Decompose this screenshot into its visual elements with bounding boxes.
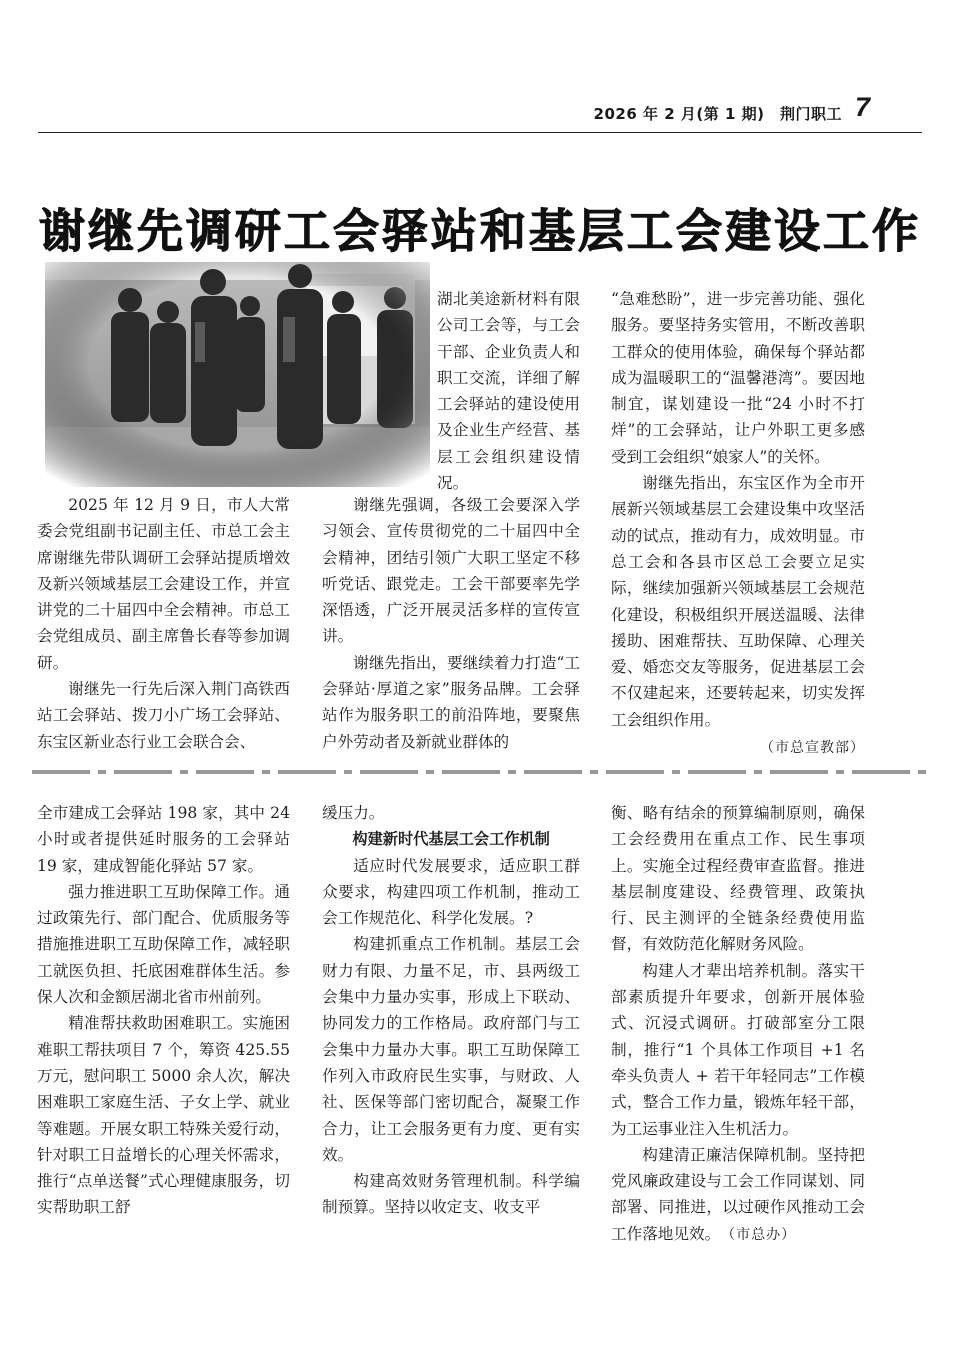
article1-credit: （市总宣教部） [760,740,865,757]
paragraph: 构建抓重点工作机制。基层工会财力有限、力量不足，市、县两级工会集中力量办实事，形成上下联动、协同发力的工作格局。政府部门与工会集中力量办大事。职工互助保障工作列入市政府民生实事，与财政、人社、医保等部门密切配合，凝聚工作合力，让工会服务更有力度、更有实效。 [322,935,580,1164]
paragraph: “急难愁盼”，进一步完善功能、强化服务。要坚持务实管用，不断改善职工群众的使用体验，确保每个驿站都成为温暖职工的“温馨港湾”。要因地制宜，谋划建设一批“24 小时不打烊”的工会驿站，让户外职工更多感受到工会组织“娘家人”的关怀。 [611,290,865,466]
issue-header: 2026 年 2 月(第 1 期) 荆门职工 [593,105,842,123]
article2-credit: （市总办） [728,1226,797,1243]
paragraph: 谢继先指出，东宝区作为全市开展新兴领域基层工会建设集中攻坚活动的试点，推动有力，成效明显。市总工会和各县市区总工会要立足实际，继续加强新兴领域基层工会规范化建设，积极组织开展送温暖、法律援助、困难帮扶、互助保障、心理关爱、婚恋交友等服务，促进基层工会不仅建起来，还要转起来，切实发挥工会组织作用。 [611,474,865,729]
header-rule [38,132,922,133]
news-photo [45,262,430,487]
paragraph: 全市建成工会驿站 198 家，其中 24 小时或者提供延时服务的工会驿站 19 家，建成智能化驿站 57 家。 [37,804,290,875]
article1-column-2-lead [437,286,580,496]
article1-column-3 [611,286,865,761]
paragraph [611,1142,865,1248]
paragraph: 谢继先指出，要继续着力打造“工会驿站·厚道之家”服务品牌。工会驿站作为服务职工的前沿阵地，要聚焦户外劳动者及新就业群体的 [322,653,580,751]
paragraph: 构建高效财务管理机制。科学编制预算。坚持以收定支、收支平 [322,1172,580,1217]
article1-column-1 [37,492,290,755]
article2-column-2 [322,800,580,1221]
paragraph: 构建人才辈出培养机制。落实干部素质提升年要求，创新开展体验式、沉浸式调研。打破部室分工限制，推行“1 个具体工作项目 +1 名牵头负责人 + 若干年轻同志”工作模式，整合工作力量，锻炼年轻干部，为工运事业注入生机活力。 [611,961,865,1138]
paragraph: 衡、略有结余的预算编制原则，确保工会经费用在重点工作、民生事项上。实施全过程经费审查监督。推进基层制度建设、经费管理、政策执行、民主测评的全链条经费使用监督，有效防范化解财务风险。 [611,804,865,954]
paragraph: 2025 年 12 月 9 日，市人大常委会党组副书记副主任、市总工会主席谢继先带队调研工会驿站提质增效及新兴领域基层工会建设工作，并宣讲党的二十届四中全会精神。市总工会党组成员、副主席鲁长春等参加调研。 [37,496,290,672]
paragraph: 适应时代发展要求，适应职工群众要求，构建四项工作机制，推动工会工作规范化、科学化发展。? [322,856,580,928]
page-number: 7 [854,92,870,122]
paragraph: 湖北美途新材料有限公司工会等，与工会干部、企业负责人和职工交流，详细了解工会驿站的建设使用及企业生产经营、基层工会组织建设情况。 [437,290,580,493]
paragraph: 精准帮扶救助困难职工。实施困难职工帮扶项目 7 个，筹资 425.55 万元，慰问职工 5000 余人次，解决困难职工家庭生活、子女上学、就业等难题。开展女职工特殊关爱行动，针对职工日益增长的心理关怀需求，推行“点单送餐”式心理健康服务，切实帮助职工舒 [37,1014,290,1217]
paragraph: 强力推进职工互助保障工作。通过政策先行、部门配合、优质服务等措施推进职工互助保障工作，减轻职工就医负担、托底困难群体生活。参保人次和金额居湖北省市州前列。 [37,882,290,1007]
article2-column-3 [611,800,865,1248]
article1-column-2 [322,492,580,755]
article2-column-1 [37,800,290,1221]
section-heading: 构建新时代基层工会工作机制 [352,830,550,849]
paragraph: 缓压力。 [322,804,385,822]
section-divider [32,770,928,774]
paragraph: 谢继先一行先后深入荆门高铁西站工会驿站、拨刀小广场工会驿站、东宝区新业态行业工会联合会、 [37,680,290,751]
paragraph: 谢继先强调，各级工会要深入学习领会、宣传贯彻党的二十届四中全会精神，团结引领广大职工坚定不移听党话、跟党走。工会干部要率先学深悟透，广泛开展灵活多样的宣传宣讲。 [322,496,580,646]
paragraph-text: 构建清正廉洁保障机制。坚持把党风廉政建设与工会工作同谋划、同部署、同推进，以过硬作风推动工会工作落地见效。 [611,1145,865,1243]
article-title: 谢继先调研工会驿站和基层工会建设工作 [39,204,921,258]
